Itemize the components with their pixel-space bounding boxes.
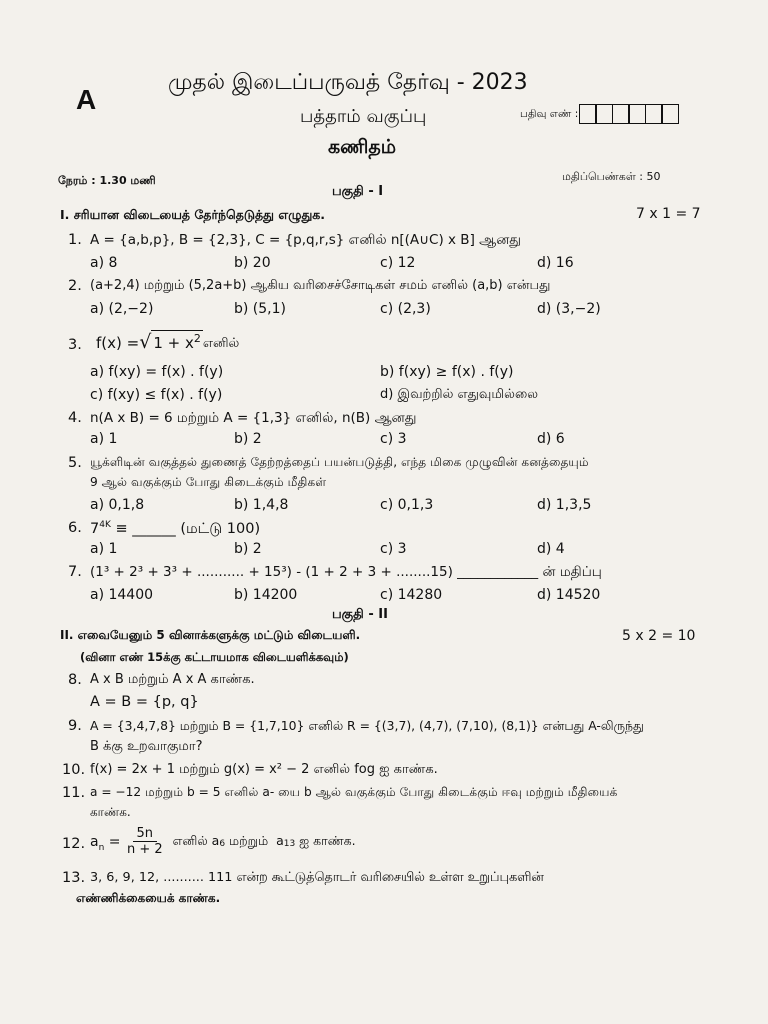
part1-marks: 7 x 1 = 7 [636,206,701,222]
q2-option-c: c) (2,3) [380,301,431,317]
q5-number: 5. [68,455,82,471]
q9-text-line2: B க்கு உறவாகுமா? [90,739,203,754]
register-box[interactable] [595,104,613,124]
q7-number: 7. [68,564,82,580]
register-box[interactable] [645,104,663,124]
q2-option-d: d) (3,−2) [537,301,601,317]
q3-option-d: d) இவற்றில் எதுவுமில்லை [380,387,539,402]
q4-option-c: c) 3 [380,431,407,447]
q3-tail: எனில் [202,336,240,351]
q6-option-a: a) 1 [90,541,118,557]
q2-option-b: b) (5,1) [234,301,286,317]
q3-option-a: a) f(xy) = f(x) . f(y) [90,364,224,380]
q12-fraction: $\frac{5n}{n + 2}$ [126,826,163,857]
q5-option-d: d) 1,3,5 [537,497,592,513]
register-box[interactable] [628,104,646,124]
q10-number: 10. [62,762,86,778]
part2-heading: பகுதி - II [332,607,388,622]
sqrt-icon: √ [139,331,152,353]
q4-option-b: b) 2 [234,431,262,447]
q3-option-c: c) f(xy) ≤ f(x) . f(y) [90,387,223,403]
q5-text: யூக்ளிடின் வகுத்தல் துணைத் தேற்றத்தைப் பயன்படுத்தி, எந்த மிகை முழுவின் கனத்தையும் [90,455,589,469]
q7-option-c: c) 14280 [380,587,443,603]
q3-lhs: f(x) = [96,334,140,352]
q4-option-a: a) 1 [90,431,118,447]
part2-note: (வினா எண் 15க்கு கட்டாயமாக விடையளிக்கவும்) [80,650,349,664]
subject-title: கணிதம் [328,136,397,158]
q13-text-line2: எண்ணிக்கையைக் காண்க. [76,891,221,905]
q8-text: A x B மற்றும் A x A காண்க. [90,672,255,687]
q1-option-a: a) 8 [90,255,118,271]
q11-text: a = −12 மற்றும் b = 5 எனில் a- யை b ஆல் வகுக்கும் போது கிடைக்கும் ஈவு மற்றும் மீதியைக் [90,785,618,799]
part1-instruction: I. சரியான விடையைத் தேர்ந்தெடுத்து எழுதுக. [60,207,326,222]
q13-number: 13. [62,870,86,886]
q1-text: A = {a,b,p}, B = {2,3}, C = {p,q,r,s} எனில் n[(A∪C) x B] ஆனது [90,232,521,248]
q7-option-a: a) 14400 [90,587,154,603]
q6-option-c: c) 3 [380,541,407,557]
q2-option-a: a) (2,−2) [90,301,154,317]
q11-number: 11. [62,785,86,801]
q6-number: 6. [68,520,82,536]
q2-number: 2. [68,278,82,294]
q9-text: A = {3,4,7,8} மற்றும் B = {1,7,10} எனில் R = {(3,7), (4,7), (7,10), (8,1)} என்பது A-லிருந்து [90,718,644,733]
q3-formula [96,330,239,352]
q6-text: $7^{4K}$ ≡ ______ (மட்டு 100) [90,520,261,537]
register-boxes[interactable] [580,104,679,124]
q1-option-b: b) 20 [234,255,271,271]
q5-option-b: b) 1,4,8 [234,497,289,513]
q4-number: 4. [68,410,82,426]
exam-title: முதல் இடைப்பருவத் தேர்வு - 2023 [168,70,528,95]
q7-option-b: b) 14200 [234,587,298,603]
exam-time: நேரம் : 1.30 மணி [58,174,156,187]
set-letter: A [76,84,97,115]
q1-option-d: d) 16 [537,255,574,271]
q3-number: 3. [68,337,82,353]
q11-text-line2: காண்க. [90,805,131,819]
q8-number: 8. [68,672,82,688]
q7-text: (1³ + 2³ + 3³ + ........... + 15³) - (1 + 2 + 3 + ........15) ____________ ன் மதிப்பு [90,564,602,580]
q4-text: n(A x B) = 6 மற்றும் A = {1,3} எனில், n(B) ஆனது [90,410,417,426]
q5-option-a: a) 0,1,8 [90,497,145,513]
q7-option-d: d) 14520 [537,587,601,603]
q6-option-b: b) 2 [234,541,262,557]
q9-number: 9. [68,718,82,734]
q5-option-c: c) 0,1,3 [380,497,434,513]
register-box[interactable] [612,104,630,124]
part2-marks: 5 x 2 = 10 [622,628,696,644]
q2-text: (a+2,4) மற்றும் (5,2a+b) ஆகிய வரிசைச்சோடிகள் சமம் எனில் (a,b) என்பது [90,278,551,293]
q6-option-d: d) 4 [537,541,565,557]
register-box[interactable] [579,104,597,124]
exam-marks: மதிப்பெண்கள் : 50 [562,170,661,183]
q4-option-d: d) 6 [537,431,565,447]
register-box[interactable] [661,104,679,124]
q10-text: f(x) = 2x + 1 மற்றும் g(x) = x² − 2 எனில் fog ஐ காண்க. [90,762,438,777]
part2-instruction: II. எவையேனும் 5 வினாக்களுக்கு மட்டும் விடையளி. [60,628,361,642]
class-title: பத்தாம் வகுப்பு [300,106,427,127]
register-label: பதிவு எண் : [520,107,579,120]
q13-text: 3, 6, 9, 12, .......... 111 என்ற கூட்டுத்தொடர் வரிசையில் உள்ள உறுப்புகளின் [90,870,544,885]
q1-option-c: c) 12 [380,255,416,271]
q8-text-line2: A = B = {p, q} [90,694,199,710]
q3-radicand: $1 + x^2$ [153,332,201,352]
q5-text-line2: 9 ஆல் வகுக்கும் போது கிடைக்கும் மீதிகள் [90,475,327,489]
q12-formula: a $_n$ = $\frac{5n}{n + 2}$ எனில் a 6 மற்றும் a 13 ஐ காண்க. [90,826,356,857]
q3-option-b: b) f(xy) ≥ f(x) . f(y) [380,364,514,380]
part1-heading: பகுதி - I [332,184,384,199]
register-number [520,104,679,124]
q12-number: 12. [62,836,86,852]
q1-number: 1. [68,232,82,248]
